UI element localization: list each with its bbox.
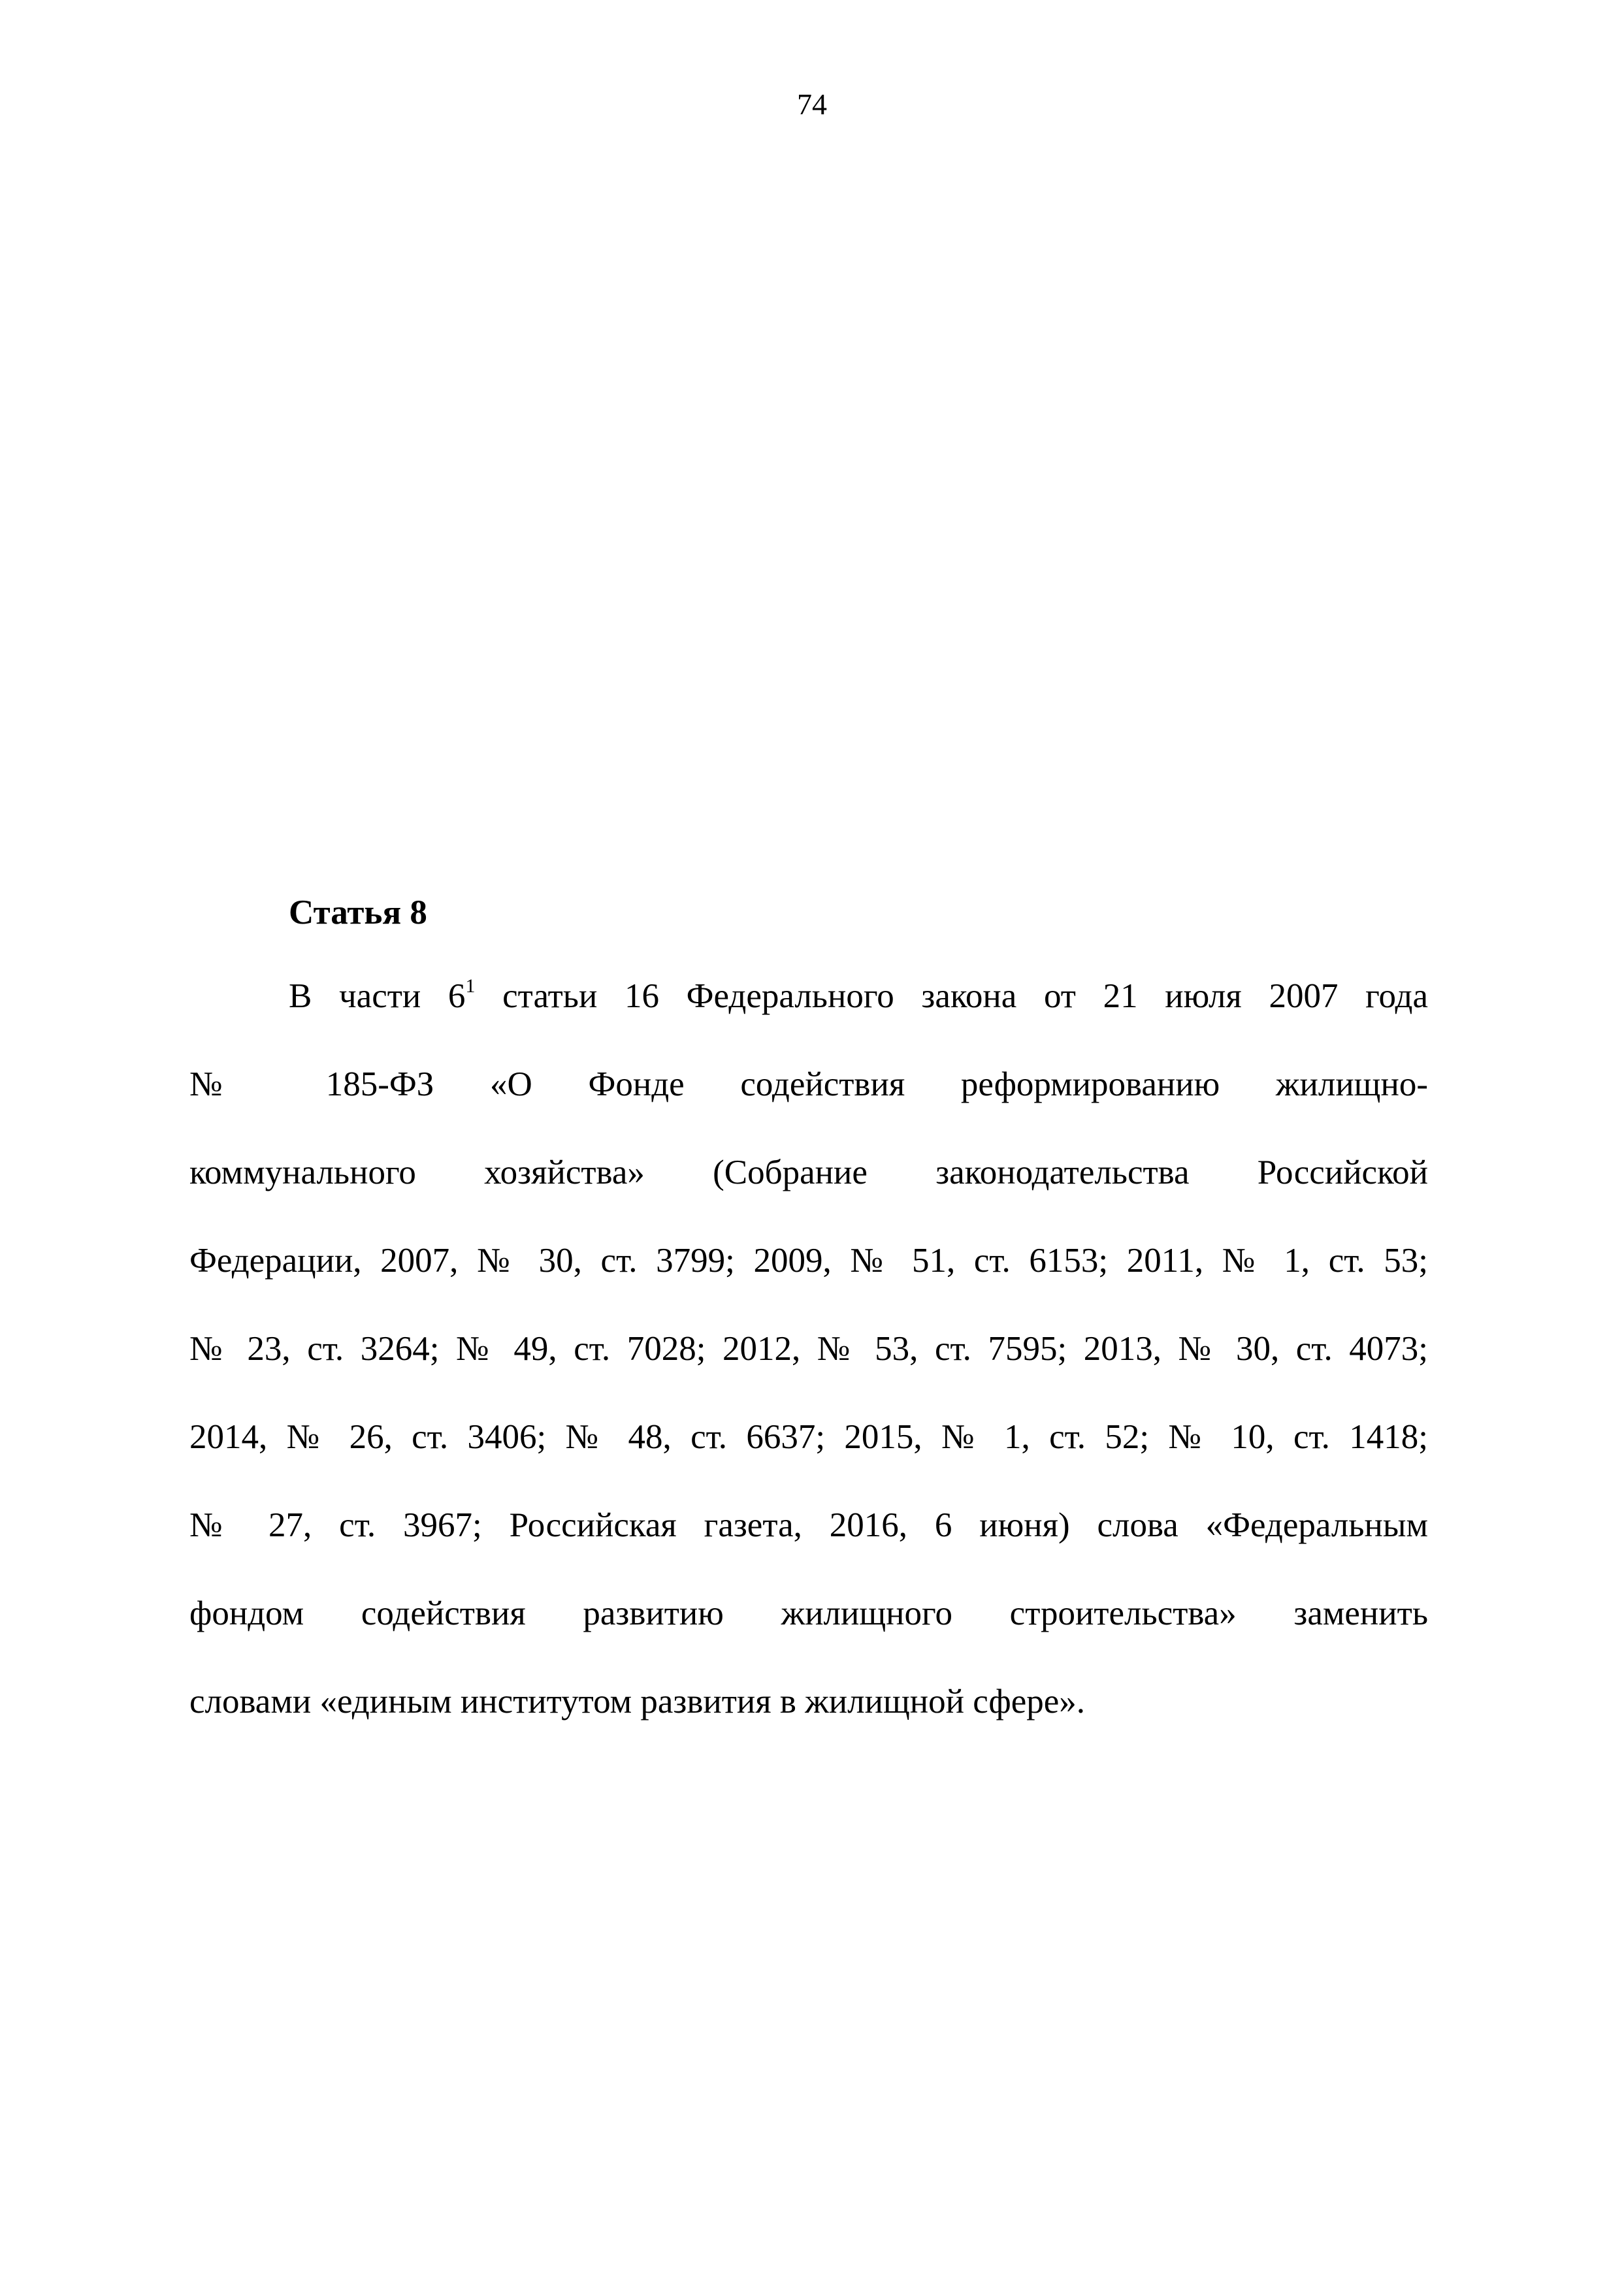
paragraph-line-4: Федерации, 2007, № 30, ст. 3799; 2009, № 51, ст. 6153; 2011, № 1, ст. 53; (189, 1242, 1428, 1280)
paragraph-line-1 (289, 973, 1428, 1019)
paragraph-line-9: словами «единым институтом развития в жилищной сфере». (189, 1683, 1086, 1720)
paragraph-line-3: коммунального хозяйства» (Собрание законодательства Российской (189, 1154, 1428, 1191)
paragraph-line-8: фондом содействия развитию жилищного строительства» заменить (189, 1594, 1428, 1632)
superscript-1: 1 (465, 975, 476, 997)
paragraph-line-6: 2014, № 26, ст. 3406; № 48, ст. 6637; 2015, № 1, ст. 52; № 10, ст. 1418; (189, 1418, 1428, 1456)
line-1-rest: статьи 16 Федерального закона от 21 июля 2007 года (502, 977, 1428, 1015)
page-number: 74 (797, 88, 827, 121)
paragraph-line-7: № 27, ст. 3967; Российская газета, 2016, 6 июня) слова «Федеральным (189, 1506, 1428, 1544)
line-1-prefix: В части 6 (289, 977, 466, 1015)
paragraph-line-2: № 185-ФЗ «О Фонде содействия реформированию жилищно- (189, 1065, 1428, 1103)
article-heading: Статья 8 (289, 894, 427, 931)
paragraph-line-5: № 23, ст. 3264; № 49, ст. 7028; 2012, № 53, ст. 7595; 2013, № 30, ст. 4073; (189, 1330, 1428, 1368)
